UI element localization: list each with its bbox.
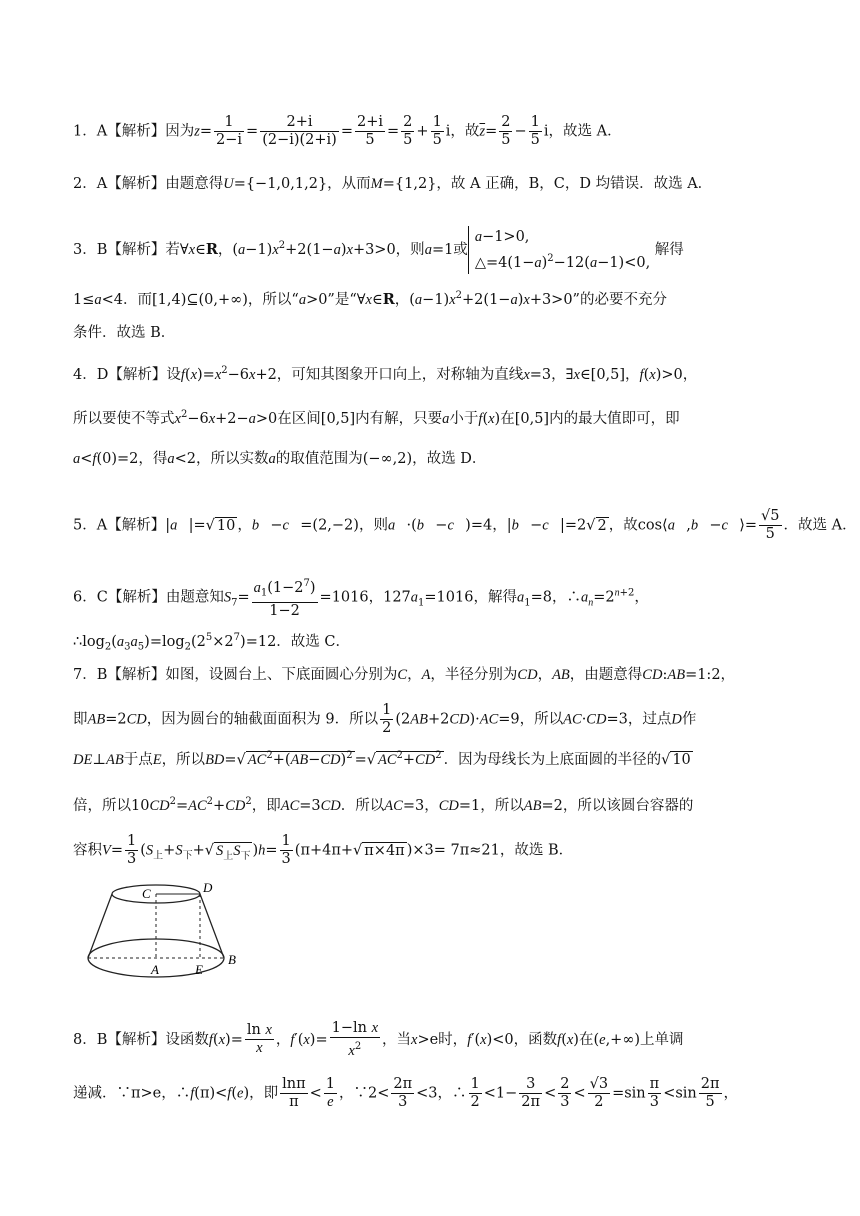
label-A: A <box>151 962 159 977</box>
frustum-figure <box>80 878 240 988</box>
answer-7-line-3: DE⊥AB于点E，所以BD=√ $AC^2+(AB-CD)^2$ =√ $AC^2+CD^2$ ．因为母线长为上底面圆的半径的√ 10 <box>73 750 691 768</box>
answer-7-line-4: 倍，所以$10CD^2=AC^2+CD^2$，即AC=3CD．所以AC=3，CD=1，所以AB=2，所以该圆台容器的 <box>73 796 694 814</box>
label-D: D <box>203 880 213 895</box>
answer-3-line-3: 条件．故选 B． <box>73 325 176 341</box>
label-E: E <box>195 962 203 977</box>
answer-7-line-5: 容积V= $\frac{1}{3}$ ($S_上+S_下+√$ $S_上S_下$ )h= $\frac{1}{3}$ (π+4π+√ π×4π )×3= 7π≈21，故选 B． <box>73 833 574 867</box>
label-C: C <box>142 886 151 901</box>
answer-8-line-1: 8．B【解析】设函数f(x)= $\frac{\text{ln x}}{x}$ ，f′(x)= $\frac{\text{1−ln x}}{x^2}$ ，当x>e时，f′(x)<0，函数f(x)在(e,+∞)上单调 <box>73 1020 684 1059</box>
answer-2-line-1: 2．A【解析】由题意得U={−1,0,1,2}，从而M={1,2}，故 A 正确，B，C，D 均错误．故选 A． <box>73 176 713 192</box>
answer-1-line-1: 1．A【解析】因为z= $\frac{1}{2-i}$ = $\frac{2+i}{(2-i)(2+i)}$ = $\frac{2+i}{5}$ = $\frac{2}{5}$ + $\frac{1}{5}$ i，故$\overline{z}=$ $\frac{2}{5}$ − $\frac{1}{5}$ i，故选 A． <box>73 114 622 148</box>
answer-6-line-2: $\therefore\log_2(a_3a_5)=\log_2(2^5\times 2^7)=12$．故选 C． <box>73 632 350 653</box>
answer-6-line-1: 6．C【解析】由题意知$S_7=$ $\frac{a_1(1-2^7)}{1-2}$ =1016，$127a_1=1016$，解得$a_1=8$，$\therefore a_n=2^{n+2}$， <box>73 575 798 620</box>
answer-4-line-1: 4．D【解析】设$f(x)=x^2-6x+2$，可知其图象开口向上，对称轴为直线x=3，∃x∈[0,5]，f(x)>0， <box>73 365 698 383</box>
answer-4-line-3: a<f(0)=2，得a<2，所以实数a的取值范围为(−∞,2)，故选 D． <box>73 451 487 467</box>
answer-7-line-2: 即AB=2CD，因为圆台的轴截面面积为 9．所以 $\frac{1}{2}$ (2AB+2CD)·AC=9，所以AC·CD=3，过点D作 <box>73 702 697 736</box>
answer-5-line-1: 5．A【解析】|a⃗|=√ 10 ，b⃗−c⃗=(2,−2)，则a⃗·(b⃗−c⃗)=4，|b⃗−c⃗|=2√ 2 ，故cos⟨a⃗,b⃗−c⃗⟩= $\frac{√5}{5}$ ．故选 A． <box>73 508 857 542</box>
label-B: B <box>228 952 236 967</box>
answer-7-line-1: 7．B【解析】如图，设圆台上、下底面圆心分别为C，A，半径分别为CD，AB，由题意得CD:AB=1:2， <box>73 667 736 683</box>
answer-4-line-2: 所以要使不等式$x^2-6x+2-a>0$在区间[0,5]内有解，只要a小于f(x)在[0,5]内的最大值即可，即 <box>73 409 680 427</box>
answer-8-line-2: 递减．∵π>e，∴f(π)<f(e)，即 $\frac{\ln\pi}{\pi}$ < $\frac{1}{e}$ ，∵2< $\frac{2\pi}{3}$ <3，∴ $\frac{1}{2}$ <1− $\frac{3}{2\pi}$ < $\frac{2}{3}$ < $\frac{√3}{2}$ =sin $\frac{\pi}{3}$ <sin $\frac{2\pi}{5}$ ， <box>73 1076 739 1110</box>
answer-3-line-2: 1≤a<4．而[1,4)⊆(0,+∞)，所以“a>0”是“∀x∈R，$(a-1)x^2+2(1-a)x+3>0$”的必要不充分 <box>73 290 667 308</box>
answer-3-line-1: 3．B【解析】若∀x∈R，$(a-1)x^2+2(1-a)x+3>0$，则a=1或 a−1>0, $\triangle=4(1-a)^2-12(a-1)<0$, 解得 <box>73 226 798 274</box>
